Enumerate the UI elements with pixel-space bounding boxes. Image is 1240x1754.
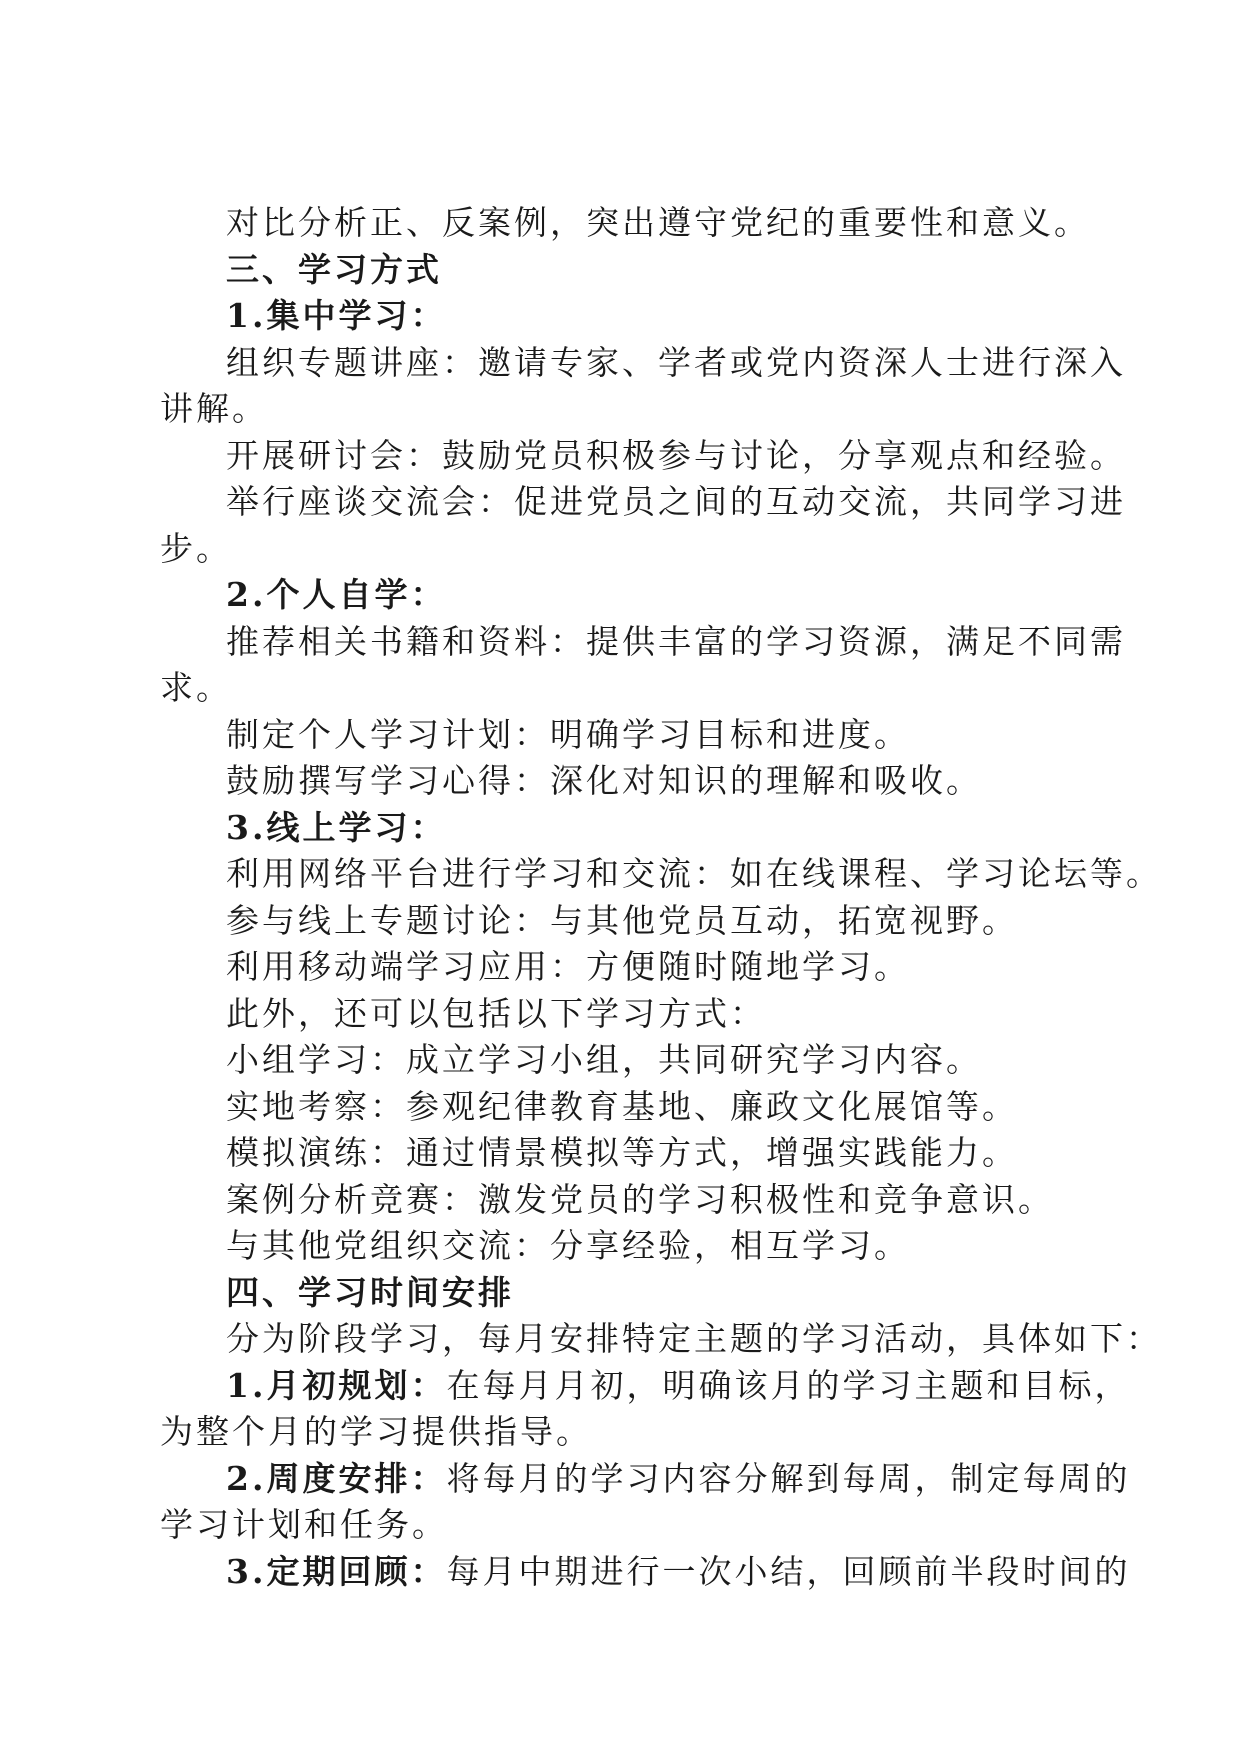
subheading-centralized-study: 1.集中学习： [226, 296, 447, 335]
paragraph-seminars: 开展研讨会：鼓励党员积极参与讨论，分享观点和经验。 [226, 435, 1126, 475]
subheading-online-study: 3.线上学习： [226, 807, 447, 847]
paragraph-books-line1: 推荐相关书籍和资料：提供丰富的学习资源，满足不同需 [226, 621, 1126, 661]
paragraph-schedule-intro: 分为阶段学习，每月安排特定主题的学习活动，具体如下： [226, 1319, 1162, 1358]
subheading-self-study: 2.个人自学： [226, 575, 447, 614]
list-item-case-competition: 案例分析竞赛：激发党员的学习积极性和竞争意识。 [226, 1179, 1054, 1219]
paragraph-books-line2: 求。 [160, 668, 232, 707]
list-item-exchange: 与其他党组织交流：分享经验，相互学习。 [226, 1226, 910, 1265]
label-monthly-planning: 1.月初规划： [226, 1365, 447, 1405]
paragraph-online-discussion: 参与线上专题讨论：与其他党员互动，拓宽视野。 [226, 900, 1018, 940]
list-item-simulation: 模拟演练：通过情景模拟等方式，增强实践能力。 [226, 1133, 1018, 1172]
paragraph-online-platform: 利用网络平台进行学习和交流：如在线课程、学习论坛等。 [226, 854, 1162, 893]
paragraph-lectures-line1: 组织专题讲座：邀请专家、学者或党内资深人士进行深入 [226, 342, 1126, 382]
paragraph-forums-line1: 举行座谈交流会：促进党员之间的互动交流，共同学习进 [226, 482, 1126, 521]
paragraph-lectures-line2: 讲解。 [160, 389, 268, 428]
paragraph-case-analysis: 对比分析正、反案例，突出遵守党纪的重要性和意义。 [226, 203, 1090, 242]
section-heading-schedule: 四、学习时间安排 [226, 1272, 514, 1312]
paragraph-study-notes: 鼓励撰写学习心得：深化对知识的理解和吸收。 [226, 761, 982, 800]
paragraph-forums-line2: 步。 [160, 528, 232, 568]
paragraph-personal-plan: 制定个人学习计划：明确学习目标和进度。 [226, 714, 910, 754]
label-weekly-arrangement: 2.周度安排： [226, 1458, 447, 1498]
list-item-group-study: 小组学习：成立学习小组，共同研究学习内容。 [226, 1040, 982, 1079]
paragraph-extra-intro: 此外，还可以包括以下学习方式： [226, 993, 766, 1033]
section-heading-study-methods: 三、学习方式 [226, 249, 442, 289]
paragraph-monthly-planning-line2: 为整个月的学习提供指导。 [160, 1412, 592, 1451]
list-item-field-visit: 实地考察：参观纪律教育基地、廉政文化展馆等。 [226, 1086, 1018, 1126]
text-weekly-arrangement: 将每月的学习内容分解到每周，制定每周的 [446, 1458, 1131, 1498]
text-periodic-review: 每月中期进行一次小结，回顾前半段时间的 [446, 1551, 1131, 1591]
text-monthly-planning: 在每月月初，明确该月的学习主题和目标， [446, 1365, 1131, 1405]
paragraph-periodic-review-line1 [160, 1549, 1131, 1596]
paragraph-weekly-arrangement-line1 [160, 1456, 1131, 1503]
paragraph-mobile-apps: 利用移动端学习应用：方便随时随地学习。 [226, 947, 910, 986]
paragraph-monthly-planning-line1 [160, 1363, 1131, 1410]
paragraph-weekly-arrangement-line2: 学习计划和任务。 [160, 1505, 448, 1544]
label-periodic-review: 3.定期回顾： [226, 1551, 447, 1591]
